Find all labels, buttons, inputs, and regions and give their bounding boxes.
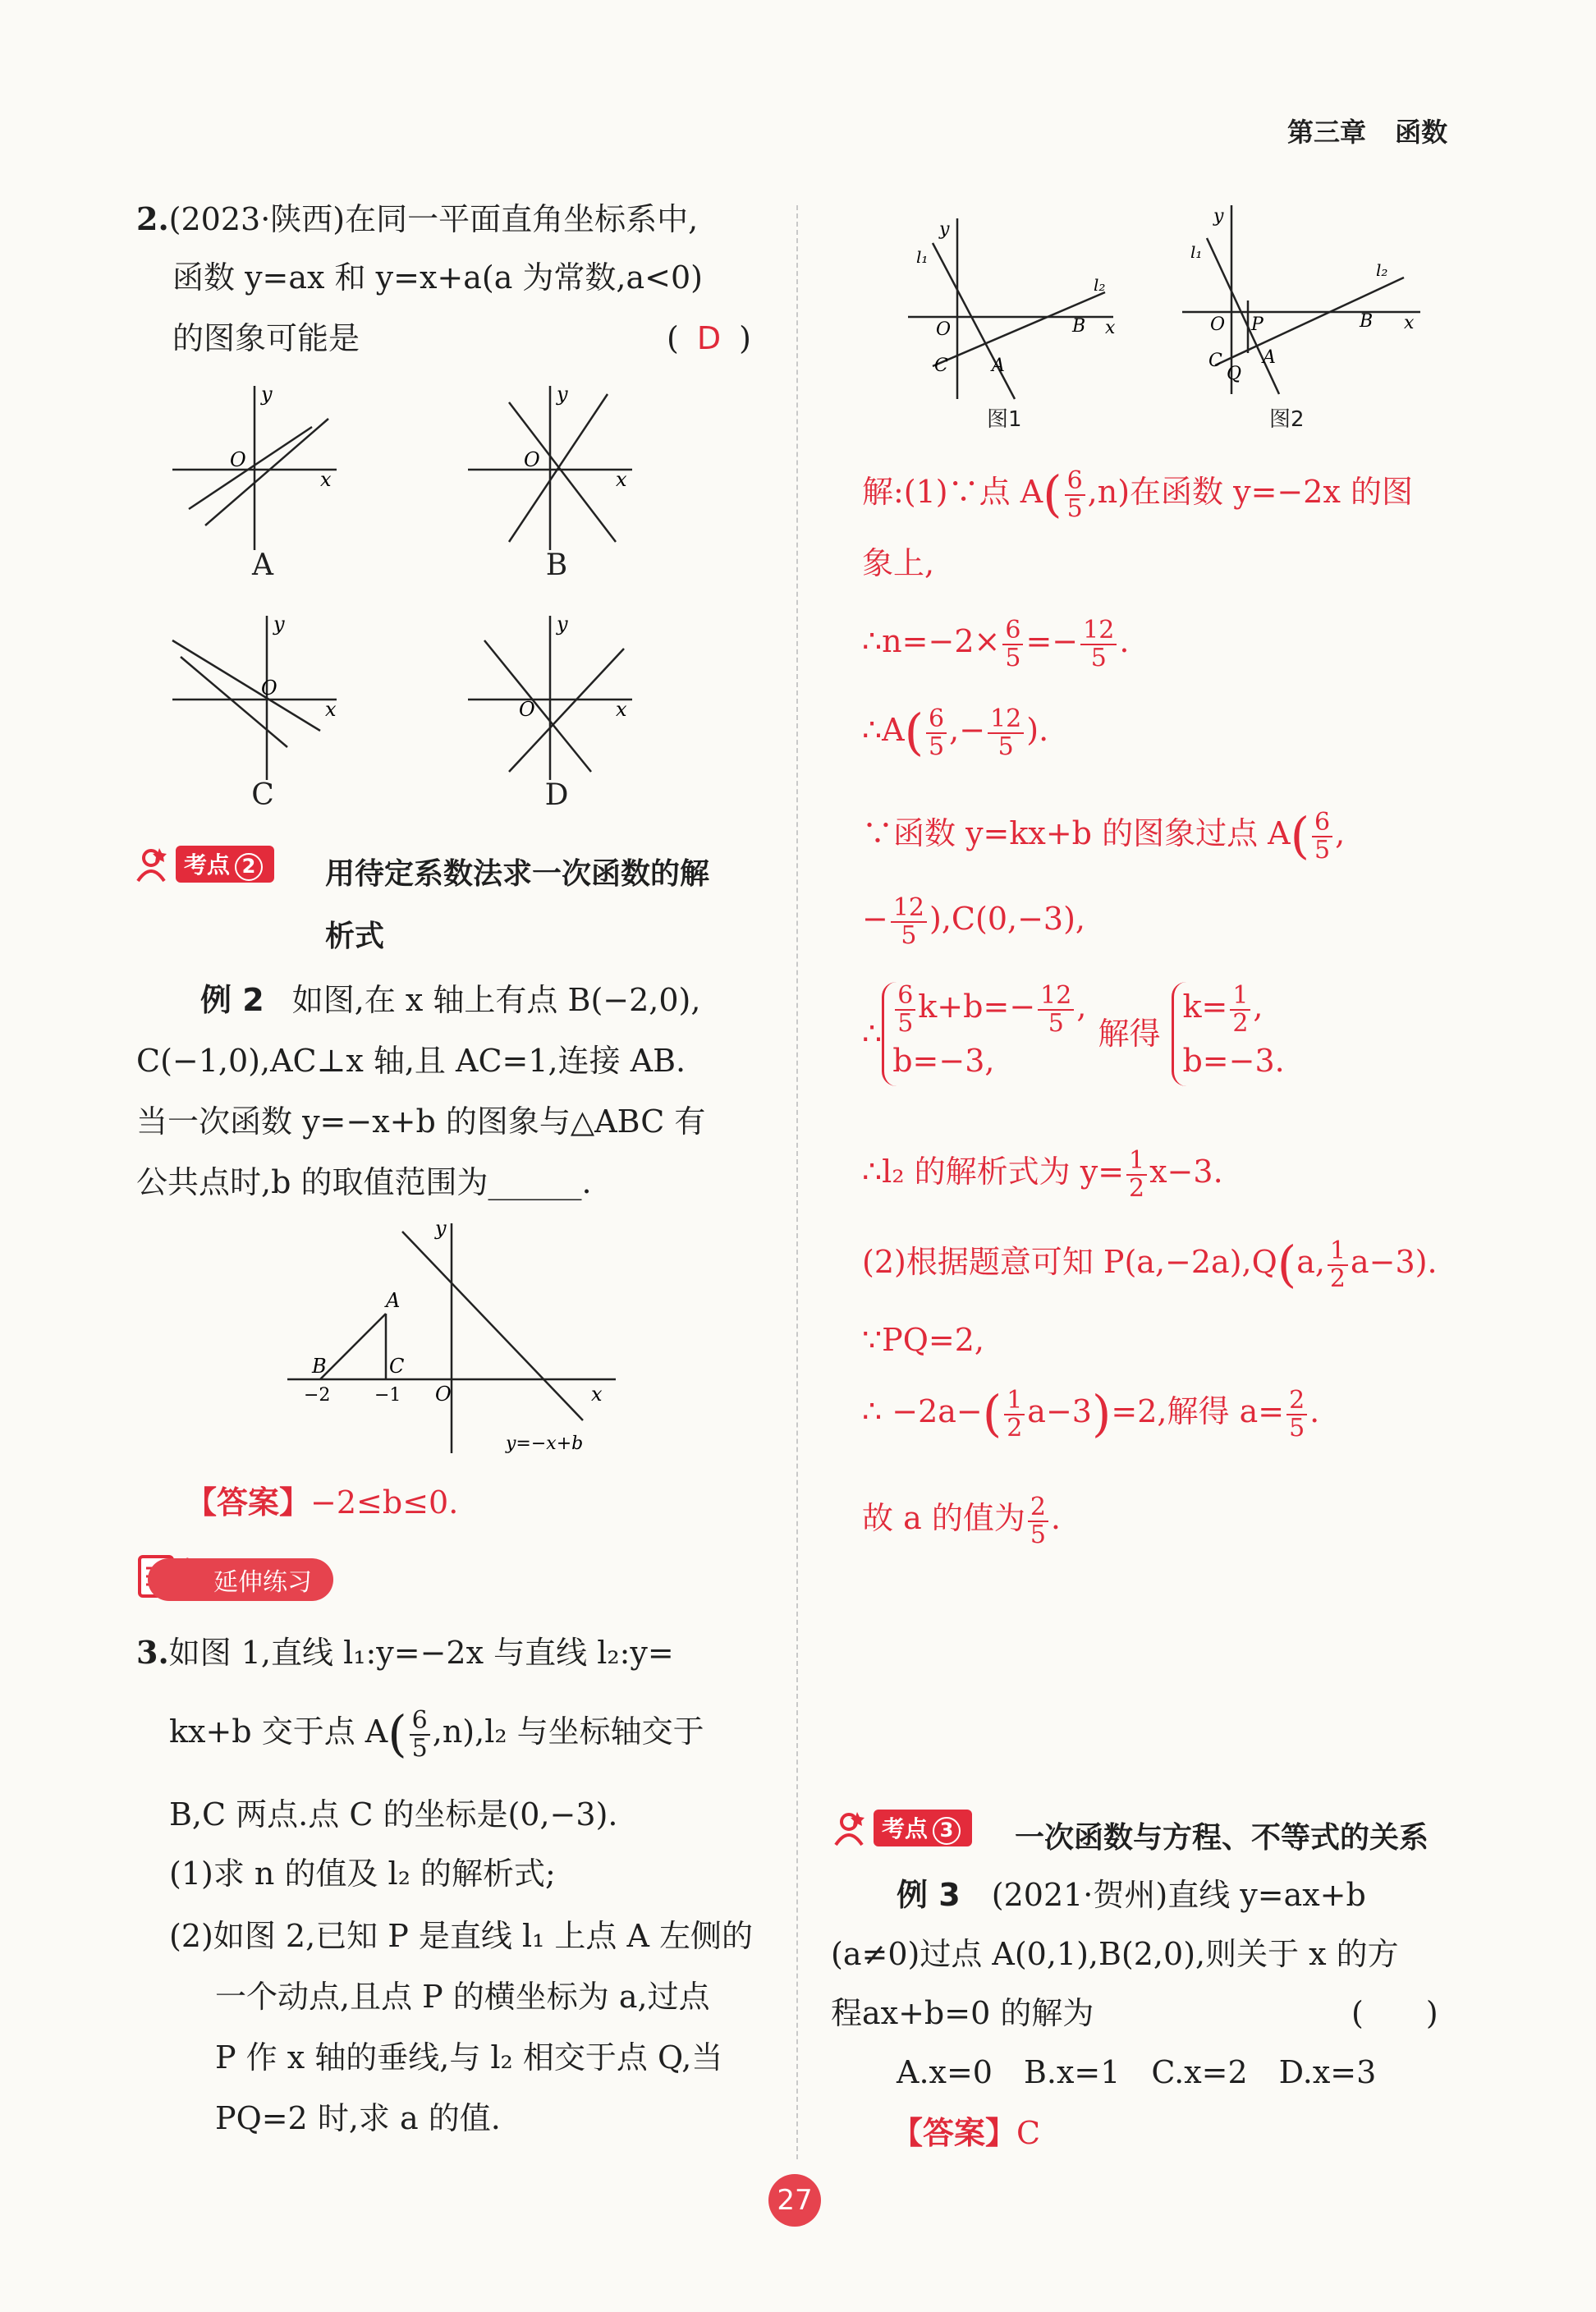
ex2-figure <box>287 1215 632 1461</box>
svg-text:y: y <box>557 383 568 406</box>
q3-part1: (1)求 n 的值及 l₂ 的解析式; <box>169 1856 556 1892</box>
num: 6 <box>410 1708 430 1736</box>
ex3-line2: (a≠0)过点 A(0,1),B(2,0),则关于 x 的方 <box>831 1936 1399 1972</box>
practice-label: 延伸练习 <box>148 1558 333 1601</box>
frac-6-5 <box>926 706 947 759</box>
q2-option-c: C <box>251 778 274 812</box>
kaodian3-tag-text: 考点 <box>882 1815 929 1842</box>
den: 2 <box>1129 1173 1145 1203</box>
ex2-answer <box>186 1484 458 1522</box>
q2-graph-c <box>164 608 345 788</box>
sol-text: ∴n=−2× <box>862 623 1001 659</box>
ex3-line3: 程ax+b=0 的解为 <box>831 1995 1094 2031</box>
svg-text:y: y <box>273 612 285 635</box>
kaodian2-title-2: 析式 <box>325 920 385 953</box>
eq1: $\frac{6}{5}$ k+b=− $\frac{12}{5}$ , <box>892 982 1086 1036</box>
sol-k: k= $\frac{1}{2}$ , <box>1182 981 1264 1038</box>
frac-6-5 <box>1312 810 1332 863</box>
eq2: b=−3, <box>892 1043 995 1079</box>
q3-part2-l3: P 作 x 轴的垂线,与 l₂ 相交于点 Q,当 <box>215 2039 723 2076</box>
den: 5 <box>411 1733 428 1763</box>
q2-answer-paren: ( D ) <box>667 320 751 356</box>
q2-text-1: (2023·陕西)在同一平面直角坐标系中, <box>168 201 699 237</box>
person-star-icon <box>135 846 171 883</box>
line-1 <box>484 640 591 772</box>
sol-line12: 故 a 的值为 $\frac{2}{5}$ . <box>862 1493 1062 1549</box>
sol-text: k= <box>1182 989 1228 1025</box>
frac-12-5 <box>1038 983 1074 1036</box>
sol-line9: (2)根据题意可知 P(a,−2a),Q(a, $\frac{1}{2}$ a−3). <box>862 1236 1438 1294</box>
ex3-line1 <box>897 1877 1366 1915</box>
sol-line5: ∵函数 y=kx+b 的图象过点 A( $\frac{6}{5}$ , <box>862 807 1346 865</box>
q3-line3: B,C 两点.点 C 的坐标是(0,−3). <box>169 1796 618 1833</box>
num: 1 <box>1126 1148 1147 1176</box>
den: 2 <box>1329 1264 1346 1293</box>
svg-text:Q: Q <box>1227 364 1242 384</box>
den: 2 <box>1232 1008 1249 1038</box>
q3-part2-l1: (2)如图 2,已知 P 是直线 l₁ 上点 A 左侧的 <box>169 1918 754 1954</box>
sol-text: ). <box>1026 712 1049 748</box>
den: 5 <box>1005 643 1021 672</box>
frac-12-5 <box>891 895 927 948</box>
fig2-caption: 图2 <box>1269 407 1305 432</box>
page-number: 27 <box>768 2174 821 2227</box>
sol-line3: ∴n=−2× $\frac{6}{5}$ =− $\frac{12}{5}$ . <box>862 616 1130 672</box>
num: 12 <box>988 706 1024 734</box>
svg-text:x: x <box>1105 318 1116 338</box>
q2-answer: D <box>696 320 722 356</box>
svg-text:l₁: l₁ <box>1190 242 1203 262</box>
sol-text: =2,解得 a= <box>1111 1393 1285 1429</box>
ex2-label: 例 2 <box>200 982 264 1018</box>
line-2 <box>189 427 312 509</box>
label-y: y <box>435 1217 447 1240</box>
q2-option-d: D <box>544 778 569 812</box>
sol-text: k+b=− <box>918 989 1036 1025</box>
solution-system <box>1172 982 1284 1086</box>
label-x: x <box>591 1383 603 1406</box>
line-y-neg-x-b <box>402 1232 583 1420</box>
num: 6 <box>1312 810 1332 837</box>
sol-text: ,n)在函数 y=−2x 的图 <box>1087 474 1413 510</box>
num: 12 <box>891 895 927 923</box>
num: 1 <box>1328 1238 1348 1266</box>
line-1 <box>172 640 320 731</box>
svg-text:x: x <box>325 698 337 721</box>
svg-text:O: O <box>230 448 246 471</box>
frac-1-2 <box>1230 983 1250 1036</box>
sol-text: ∴A <box>862 712 905 748</box>
ex2-line2: C(−1,0),AC⊥x 轴,且 AC=1,连接 AB. <box>136 1043 686 1079</box>
q3-text-2a: kx+b 交于点 A <box>169 1713 388 1750</box>
kaodian2-tag <box>176 846 274 883</box>
column-divider <box>796 205 798 2159</box>
kaodian3-num: 3 <box>933 1817 961 1845</box>
frac-6-5 <box>1002 617 1023 671</box>
paren: ) <box>1091 1385 1112 1443</box>
label-o: O <box>435 1383 452 1406</box>
sol-line4 <box>862 704 1049 762</box>
frac-1-2 <box>1126 1148 1147 1201</box>
den: 5 <box>998 732 1014 761</box>
q3-part2-l2: 一个动点,且点 P 的横坐标为 a,过点 <box>215 1979 710 2015</box>
frac-6-5 <box>895 983 915 1036</box>
den: 5 <box>1090 643 1107 672</box>
label-line-eq: y=−x+b <box>506 1434 584 1454</box>
q2-line3: 的图象可能是 <box>172 320 360 356</box>
sol-text: x−3. <box>1149 1154 1223 1190</box>
frac-6-5 <box>1065 468 1085 521</box>
num: 12 <box>1080 617 1117 645</box>
sol-line1 <box>862 466 1413 524</box>
q3-text-2b: ,n),l₂ 与坐标轴交于 <box>432 1713 704 1750</box>
den: 5 <box>929 732 945 761</box>
sol-line7-system <box>862 982 1285 1086</box>
q3-paren: ( <box>388 1705 407 1764</box>
den: 2 <box>1007 1413 1023 1443</box>
sol-line6 <box>862 895 1085 948</box>
sol-text: − <box>862 901 888 937</box>
ex3-text-1: (2021·贺州)直线 y=ax+b <box>991 1877 1366 1913</box>
sol-line2: 象上, <box>862 545 935 581</box>
q2-number: 2. <box>136 200 169 237</box>
q3-frac <box>410 1708 430 1761</box>
sol-text: a−3 <box>1027 1393 1092 1429</box>
num: 6 <box>926 706 947 734</box>
svg-text:l₂: l₂ <box>1094 275 1106 295</box>
ex3-answer-value: C <box>1016 2115 1041 2151</box>
paren: ( <box>904 704 924 762</box>
kaodian3-title: 一次函数与方程、不等式的关系 <box>1015 1821 1429 1855</box>
svg-text:y: y <box>1213 206 1224 227</box>
svg-text:P: P <box>1251 314 1264 335</box>
svg-text:A: A <box>992 356 1005 376</box>
den: 5 <box>901 920 917 950</box>
kaodian2-num: 2 <box>235 853 263 881</box>
q2-option-b: B <box>545 548 568 582</box>
q3-line2 <box>169 1705 704 1764</box>
ex3-options: A.x=0 B.x=1 C.x=2 D.x=3 <box>897 2054 1377 2090</box>
sol-text: 解:(1)∵点 A <box>862 474 1043 510</box>
q3-figure-1 <box>900 210 1121 415</box>
chapter-number: 第三章 <box>1287 117 1367 148</box>
sol-text: ),C(0,−3), <box>929 901 1086 937</box>
ex2-answer-value: −2≤b≤0. <box>310 1484 459 1521</box>
num: 2 <box>1286 1388 1307 1415</box>
den: 5 <box>1289 1413 1305 1443</box>
q3-text-1: 如图 1,直线 l₁:y=−2x 与直线 l₂:y= <box>168 1635 674 1671</box>
svg-text:C: C <box>934 356 948 376</box>
segment-ab <box>320 1314 386 1379</box>
kaodian2-tag-text: 考点 <box>184 851 231 878</box>
label-c: C <box>389 1355 405 1378</box>
ex3-paren: ( ) <box>1351 1995 1438 2031</box>
svg-text:O: O <box>936 319 952 340</box>
svg-text:x: x <box>616 698 627 721</box>
sol-line8 <box>862 1148 1223 1201</box>
num: 6 <box>1065 468 1085 496</box>
num: 1 <box>1004 1388 1025 1415</box>
num: 6 <box>1002 617 1023 645</box>
q3-figure-2 <box>1174 197 1429 411</box>
num: 1 <box>1230 983 1250 1011</box>
paren: ( <box>1043 466 1062 524</box>
label-minus-2: −2 <box>304 1385 331 1406</box>
svg-text:l₁: l₁ <box>916 247 929 267</box>
q3-number: 3. <box>136 1634 169 1671</box>
sol-text: (2)根据题意可知 P(a,−2a),Q <box>862 1244 1277 1280</box>
sol-line10: ∵PQ=2, <box>862 1322 984 1358</box>
den: 5 <box>1314 835 1331 865</box>
frac-12-5 <box>1080 617 1117 671</box>
sol-b: b=−3. <box>1182 1043 1285 1079</box>
svg-text:B: B <box>1072 316 1086 337</box>
line-1 <box>205 419 328 525</box>
q2-graph-d <box>460 608 640 788</box>
sol-text: ∴ −2a− <box>862 1393 983 1429</box>
solve-word: 解得 <box>1098 1015 1161 1052</box>
frac-1-2 <box>1328 1238 1348 1291</box>
label-b: B <box>312 1355 327 1378</box>
kaodian3-tag <box>874 1810 972 1846</box>
svg-text:y: y <box>939 219 950 240</box>
svg-text:O: O <box>261 677 277 700</box>
therefore: ∴ <box>862 1015 883 1052</box>
ex3-label: 例 3 <box>897 1877 961 1913</box>
kaodian3-badge <box>832 1810 972 1846</box>
equation-system <box>882 982 1086 1086</box>
kaodian2-badge <box>135 846 274 883</box>
ex2-line1 <box>200 982 700 1020</box>
den: 5 <box>1048 1008 1064 1038</box>
line-1 <box>509 402 616 542</box>
q2-line1 <box>136 200 698 239</box>
kaodian2-title-1: 用待定系数法求一次函数的解 <box>325 857 710 891</box>
svg-text:l₂: l₂ <box>1376 260 1388 280</box>
q3-line1 <box>136 1634 674 1672</box>
ex2-line4: 公共点时,b 的取值范围为______. <box>136 1164 592 1200</box>
sol-text: ,− <box>949 712 986 748</box>
paren: ( <box>982 1385 1002 1443</box>
num: 2 <box>1028 1494 1048 1522</box>
ex2-line3: 当一次函数 y=−x+b 的图象与△ABC 有 <box>136 1103 706 1140</box>
svg-text:y: y <box>261 383 273 406</box>
svg-text:O: O <box>519 698 535 721</box>
svg-text:A: A <box>1263 347 1276 368</box>
sol-text: ∴l₂ 的解析式为 y= <box>862 1154 1125 1190</box>
svg-text:y: y <box>557 612 568 635</box>
chapter-header <box>1287 112 1447 149</box>
num: 12 <box>1038 983 1074 1011</box>
sol-text: =− <box>1025 623 1079 659</box>
person-star-icon <box>832 1810 869 1846</box>
paren: ( <box>1277 1236 1297 1294</box>
fig1-caption: 图1 <box>987 407 1022 432</box>
ex2-text-1: 如图,在 x 轴上有点 B(−2,0), <box>291 982 701 1018</box>
svg-text:O: O <box>1210 314 1226 335</box>
den: 5 <box>1030 1520 1046 1549</box>
frac-2-5 <box>1028 1494 1048 1548</box>
sol-text: ∵函数 y=kx+b 的图象过点 A <box>862 815 1291 851</box>
q3-part2-l4: PQ=2 时,求 a 的值. <box>215 2100 501 2136</box>
sol-line11: ∴ −2a−( $\frac{1}{2}$ a−3)=2,解得 a= $\frac{2}{5}$ . <box>862 1385 1320 1443</box>
svg-text:B: B <box>1360 311 1374 332</box>
frac-12-5 <box>988 706 1024 759</box>
frac-2-5 <box>1286 1388 1307 1441</box>
chapter-title: 函数 <box>1395 117 1448 148</box>
svg-text:x: x <box>320 468 332 491</box>
paren: ( <box>1290 807 1310 865</box>
den: 5 <box>897 1008 914 1038</box>
q2-graph-b <box>460 378 640 558</box>
den: 5 <box>1066 493 1083 523</box>
svg-text:C: C <box>1208 351 1222 371</box>
sol-text: a−3). <box>1351 1244 1438 1280</box>
svg-text:x: x <box>616 468 627 491</box>
svg-text:x: x <box>1404 313 1415 333</box>
ex3-answer-label: 【答案】 <box>892 2115 1017 2151</box>
q2-option-a: A <box>252 548 273 582</box>
q2-line2: 函数 y=ax 和 y=x+a(a 为常数,a<0) <box>172 259 704 296</box>
q2-graph-a <box>164 378 345 558</box>
ex2-answer-label: 【答案】 <box>186 1484 311 1521</box>
sol-text: 故 a 的值为 <box>862 1500 1025 1536</box>
label-minus-1: −1 <box>374 1385 401 1406</box>
ex3-answer <box>892 2115 1040 2153</box>
frac-1-2 <box>1004 1388 1025 1441</box>
label-a: A <box>386 1289 401 1312</box>
line-l2 <box>1215 278 1404 365</box>
num: 6 <box>895 983 915 1011</box>
svg-text:O: O <box>524 448 540 471</box>
